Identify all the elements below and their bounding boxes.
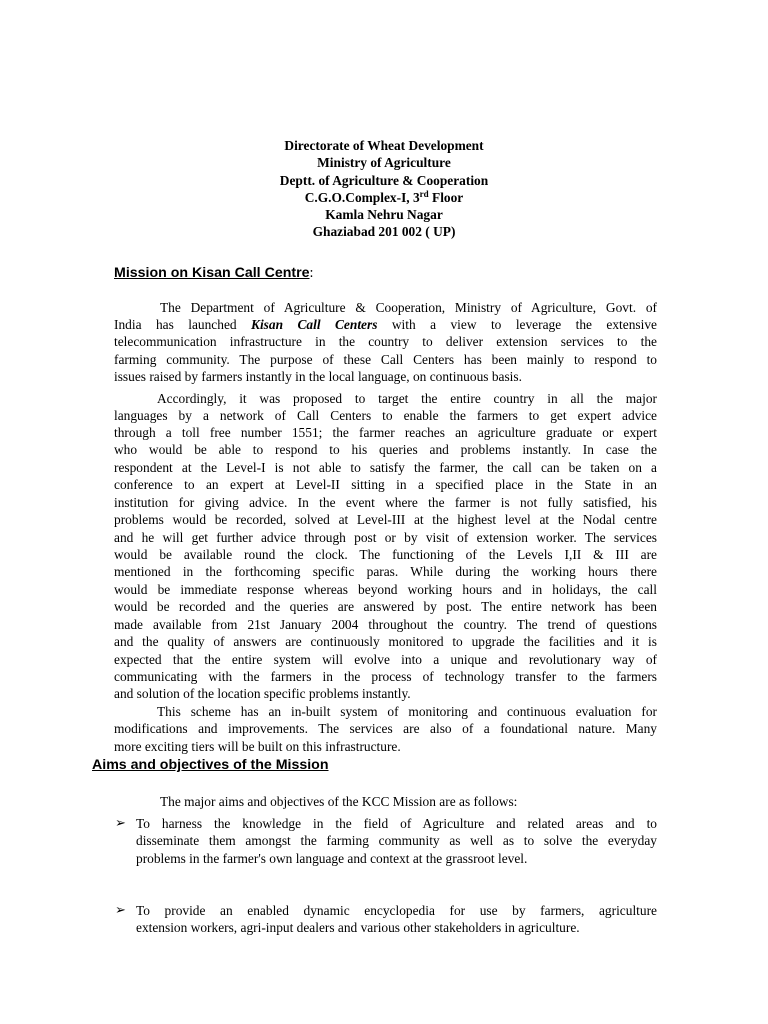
- paragraph-line: Accordingly, it was proposed to target the entire country in all the major: [157, 391, 657, 406]
- bullet-line: To harness the knowledge in the field of Agriculture and related areas and to: [136, 816, 657, 831]
- paragraph-line: and solution of the location specific problems instantly.: [114, 686, 411, 701]
- ordinal-suffix: rd: [419, 188, 429, 199]
- paragraph-line: and he will get further advice through post or by visit of extension worker. The services: [114, 530, 657, 545]
- bullet-line: extension workers, agri-input dealers and various other stakeholders in agriculture.: [136, 920, 580, 935]
- section-heading-mission: [114, 264, 313, 282]
- letterhead-line: Kamla Nehru Nagar: [325, 207, 443, 223]
- paragraph-line: issues raised by farmers instantly in the local language, on continuous basis.: [114, 369, 522, 384]
- letterhead-line: Deptt. of Agriculture & Cooperation: [279, 172, 489, 188]
- paragraph-line: expected that the entire system will evolve into a unique and revolutionary way of: [114, 652, 657, 667]
- section-heading-aims: Aims and objectives of the Mission: [92, 757, 329, 773]
- letterhead-line: Directorate of Wheat Development: [284, 138, 484, 153]
- paragraph-line: farming community. The purpose of these Call Centers has been mainly to respond to: [114, 352, 657, 367]
- paragraph-line: problems would be recorded, solved at Level-III at the highest level at the Nodal centre: [114, 512, 657, 527]
- address-text: Floor: [428, 189, 464, 205]
- letterhead-line: Ministry of Agriculture: [317, 155, 451, 171]
- arrow-bullet-icon: ➢: [115, 903, 126, 918]
- paragraph-line: through a toll free number 1551; the farmer reaches an agriculture graduate or expert: [114, 425, 657, 440]
- paragraph-line: made available from 21st January 2004 throughout the country. The trend of questions: [114, 617, 657, 632]
- text-run: with a view to leverage the extensive: [377, 317, 657, 332]
- paragraph-line: more exciting tiers will be built on this infrastructure.: [114, 739, 401, 754]
- aims-intro: The major aims and objectives of the KCC Mission are as follows:: [160, 794, 518, 809]
- paragraph-line: The Department of Agriculture & Cooperation, Ministry of Agriculture, Govt. of: [160, 300, 657, 315]
- letterhead-line: Ghaziabad 201 002 ( UP): [312, 224, 456, 240]
- paragraph-line: would be immediate response whereas beyond working hours and in holidays, the call: [114, 582, 657, 597]
- paragraph-line: communicating with the farmers in the process of technology transfer to the farmers: [114, 669, 657, 684]
- address-text: C.G.O.Complex-I, 3: [304, 189, 420, 205]
- paragraph-line: respondent at the Level-I is not able to satisfy the farmer, the call can be taken on a: [114, 460, 657, 475]
- paragraph-line: institution for giving advice. In the event where the farmer is not fully satisfied, his: [114, 495, 657, 510]
- paragraph-line: would be available round the clock. The functioning of the Levels I,II & III are: [114, 547, 657, 562]
- text-run: India has launched: [114, 317, 252, 332]
- paragraph-line: and the quality of answers are continuously monitored to upgrade the facilities and it is: [114, 634, 657, 649]
- paragraph-line: would be recorded and the queries are answered by post. The entire network has been: [114, 599, 657, 614]
- bullet-line: To provide an enabled dynamic encyclopedia for use by farmers, agriculture: [136, 903, 657, 918]
- paragraph-line: This scheme has an in-built system of monitoring and continuous evaluation for: [157, 704, 657, 719]
- heading-colon: :: [309, 265, 314, 281]
- bullet-line: disseminate them amongst the farming community as well as to solve the everyday: [136, 833, 657, 848]
- emphasis-kisan-call-centers: Kisan Call Centers: [251, 317, 378, 332]
- letterhead-line: [0, 189, 768, 206]
- letterhead: [0, 137, 768, 241]
- paragraph-line: who would be able to respond to his queries and problems instantly. In case the: [114, 442, 657, 457]
- paragraph-line: mentioned in the forthcoming specific paras. While during the working hours there: [114, 564, 657, 579]
- paragraph-line: modifications and improvements. The services are also of a foundational nature. Many: [114, 721, 657, 736]
- paragraph-line: languages by a network of Call Centers to enable the farmers to get expert advice: [114, 408, 657, 423]
- paragraph-line: [114, 316, 657, 333]
- paragraph-line: telecommunication infrastructure in the country to deliver extension services to the: [114, 334, 657, 349]
- heading-text: Mission on Kisan Call Centre: [114, 265, 310, 281]
- arrow-bullet-icon: ➢: [115, 816, 126, 831]
- paragraph-line: conference to an expert at Level-II sitting in a specified place in the State in an: [114, 477, 657, 492]
- bullet-line: problems in the farmer's own language and context at the grassroot level.: [136, 851, 528, 866]
